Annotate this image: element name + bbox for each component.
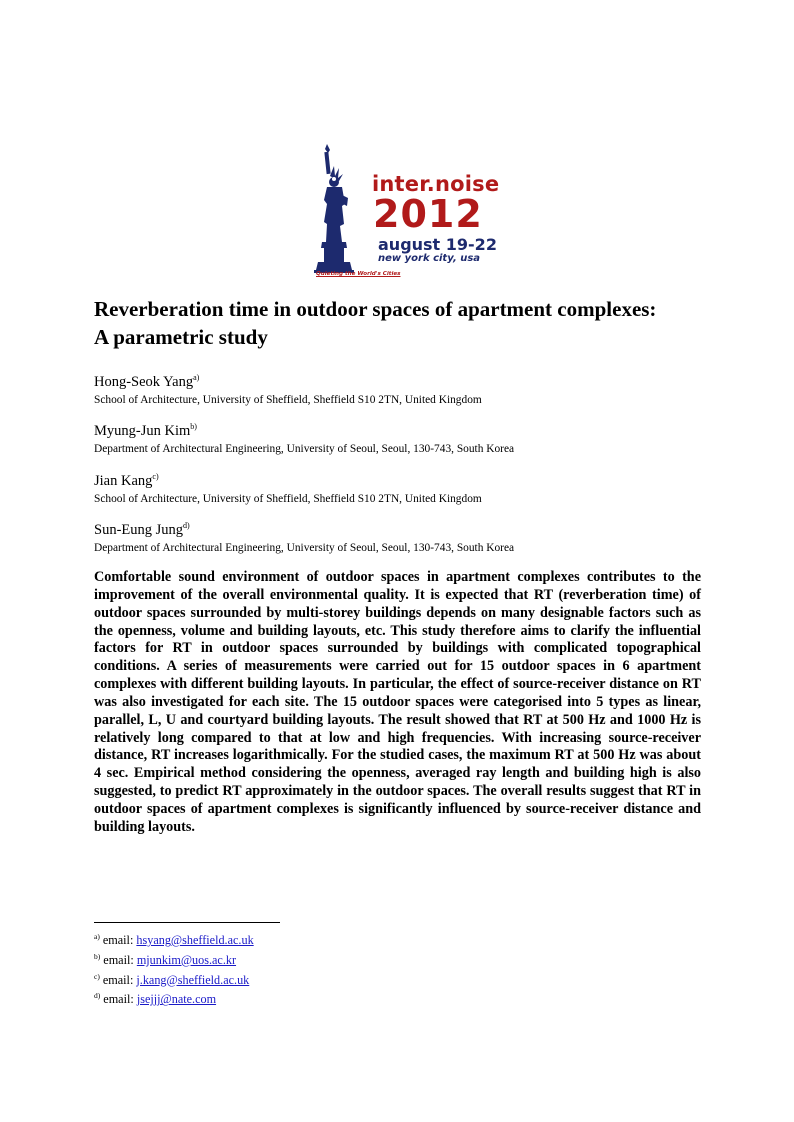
logo-line-dates: august 19-22 xyxy=(378,235,497,254)
author-block-1 xyxy=(94,369,482,407)
author-affiliation: Department of Architectural Engineering, University of Seoul, Seoul, 130-743, South Korea xyxy=(94,542,515,554)
footnote-mark: a) xyxy=(94,932,100,941)
footnote-mark: b) xyxy=(94,951,101,961)
footnote-item xyxy=(94,969,254,989)
title-line-2: A parametric study xyxy=(94,325,268,349)
paper-title xyxy=(94,295,714,351)
footnote-label: email: xyxy=(102,972,134,987)
logo-line-city: new york city, usa xyxy=(378,253,481,264)
author-mark: d) xyxy=(183,521,190,530)
author-affiliation: School of Architecture, University of Sheffield, Sheffield S10 2TN, United Kingdom xyxy=(94,493,482,505)
author-name: Hong-Seok Yang xyxy=(94,374,194,390)
author-block-4 xyxy=(94,517,514,555)
abstract: Comfortable sound environment of outdoor spaces in apartment complexes contributes to the improvement of the overall environmental quality. It is expected that RT (reverberation time) of outdoor spaces surrounded by multi-storey buildings depends on many designable factors such as the openness, volume and building layouts, etc. This study therefore aims to clarify the influential factors for RT in outdoor spaces surrounded by buildings with complicated topographical conditions. A series of measurements were carried out for 15 outdoor spaces in 6 apartment complexes with different building layouts. In particular, the effect of source-receiver distance on RT was also investigated for each site. The 15 outdoor spaces were categorised into 5 types as linear, parallel, L, U and courtyard building layouts. The result showed that RT at 500 Hz and 1000 Hz is relatively long compared to that at low and high frequencies. With increasing source-receiver distance, RT increases logarithmically. For the studied cases, the maximum RT at 500 Hz was about 4 sec. Empirical method considering the openness, averaged ray length and building high is also suggested, to predict RT approximately in the outdoor spaces. The overall results suggest that RT in outdoor spaces of apartment complexes is significantly influenced by source-receiver distance and building layouts. xyxy=(94,569,701,835)
author-name: Sun-Eung Jung xyxy=(94,522,184,538)
email-link[interactable]: j.kang@sheffield.ac.uk xyxy=(136,972,250,987)
title-line-1: Reverberation time in outdoor spaces of apartment complexes: xyxy=(94,297,657,321)
author-mark: c) xyxy=(152,472,159,481)
footnote-label: email: xyxy=(102,933,134,947)
author-affiliation: School of Architecture, University of Sheffield, Sheffield S10 2TN, United Kingdom xyxy=(94,394,482,406)
footnote-item xyxy=(94,988,254,1008)
email-link[interactable]: mjunkim@uos.ac.kr xyxy=(136,952,237,967)
logo-tagline: Quieting the World's Cities xyxy=(316,271,401,277)
footnote-item xyxy=(94,949,254,969)
author-name: Myung-Jun Kim xyxy=(94,423,191,439)
author-block-2 xyxy=(94,418,514,456)
footnote-label: email: xyxy=(103,952,134,967)
email-link[interactable]: jsejjj@nate.com xyxy=(136,992,217,1007)
author-block-3 xyxy=(94,468,482,506)
footnote-item xyxy=(94,929,254,949)
author-name: Jian Kang xyxy=(94,473,153,489)
footnote-mark: c) xyxy=(94,971,100,981)
footnotes xyxy=(94,929,254,1008)
author-affiliation: Department of Architectural Engineering, University of Seoul, Seoul, 130-743, South Korea xyxy=(94,443,515,455)
author-mark: a) xyxy=(193,373,200,382)
conference-logo xyxy=(312,144,500,286)
footnote-mark: d) xyxy=(94,991,101,1001)
logo-line-year: 2012 xyxy=(373,192,483,236)
footnote-label: email: xyxy=(103,992,134,1007)
logo-line-inter-noise: inter.noise xyxy=(372,172,500,196)
footnote-divider xyxy=(94,922,280,923)
email-link[interactable]: hsyang@sheffield.ac.uk xyxy=(136,933,254,947)
author-mark: b) xyxy=(190,422,197,431)
